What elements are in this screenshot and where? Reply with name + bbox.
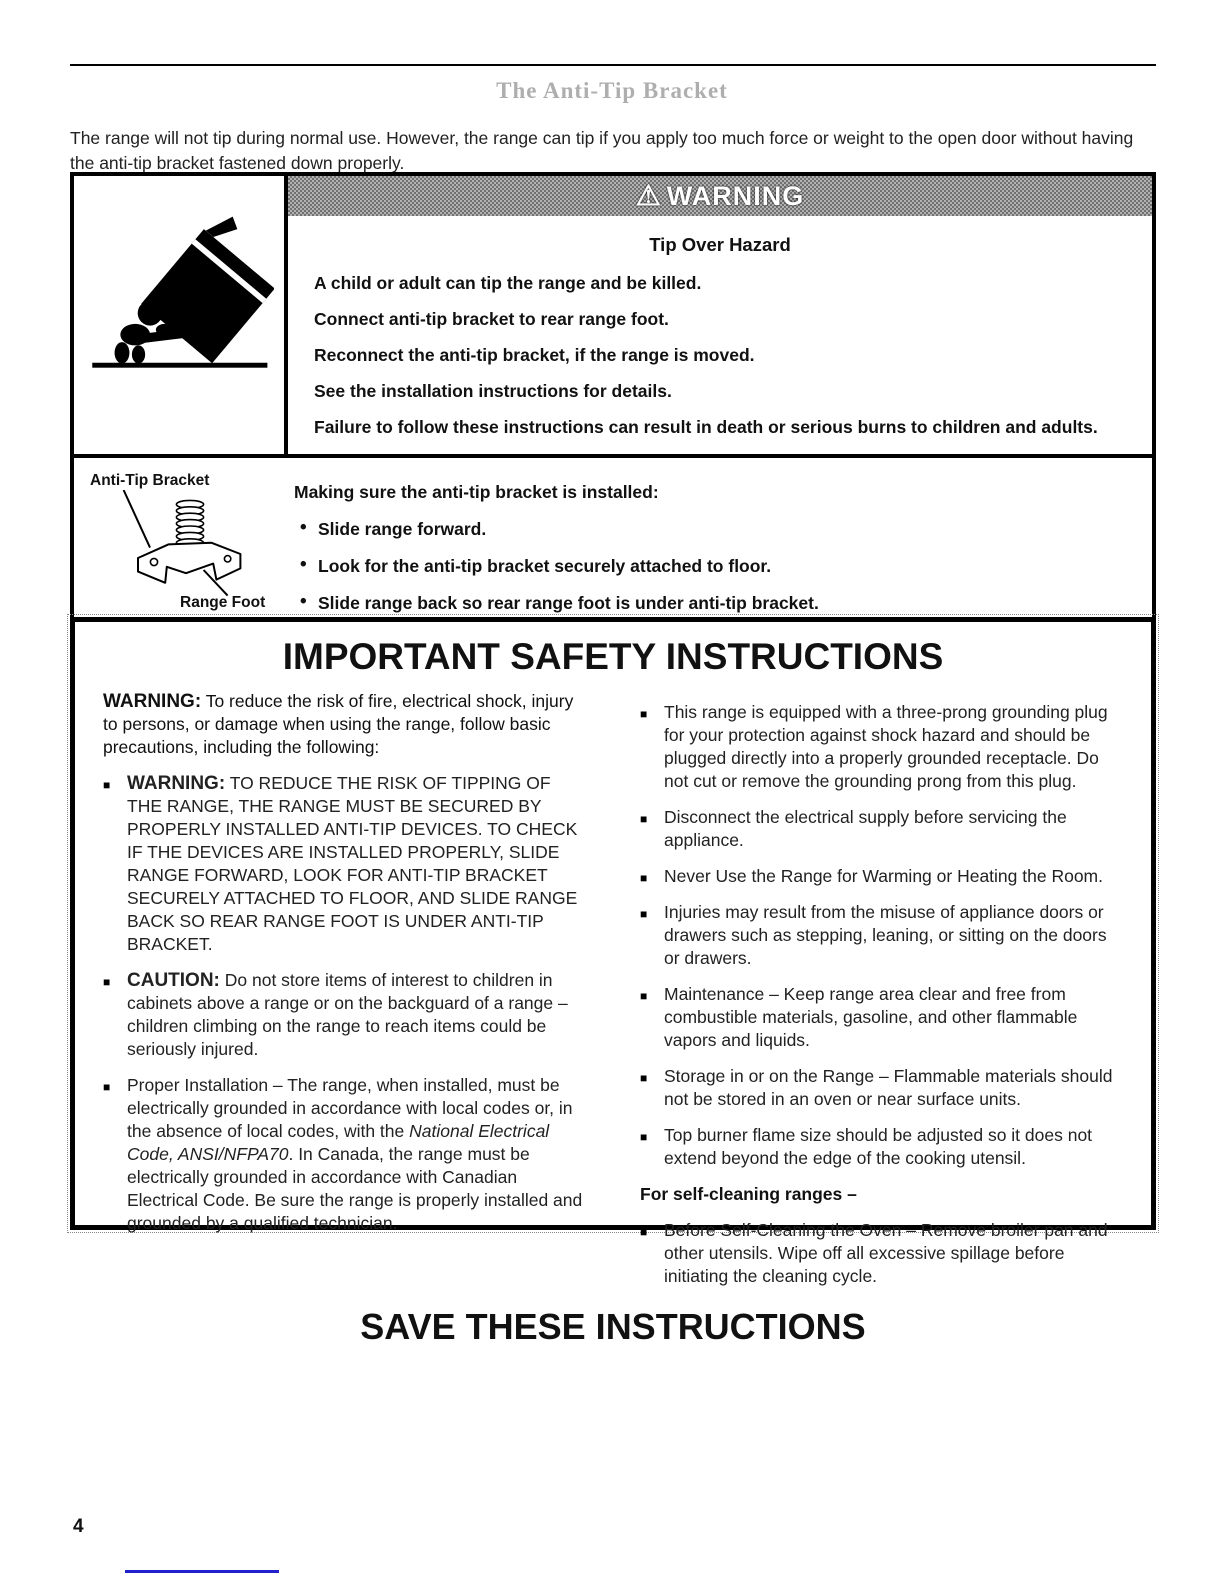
safety-intro-text: To reduce the risk of fire, electrical shock, injury to persons, or damage when using the range, follow basic precautions, including the following: [103, 691, 574, 757]
warning-box [70, 172, 1156, 630]
hazard-title: Tip Over Hazard [649, 234, 791, 255]
safety-instructions-box [70, 617, 1156, 1347]
anti-tip-bracket-diagram [106, 490, 266, 598]
page-title: The Anti-Tip Bracket [496, 78, 728, 103]
warning-box-top-row [74, 176, 1152, 458]
warning-box-content [288, 176, 1152, 454]
diagram-label-range-foot: Range Foot [180, 594, 266, 611]
bullet-lead: WARNING: [127, 773, 226, 794]
warning-statement: Reconnect the anti-tip bracket, if the range is moved. [314, 345, 755, 365]
save-instructions-title: SAVE THESE INSTRUCTIONS [360, 1306, 866, 1347]
safety-bullet-caution [101, 969, 588, 1061]
safety-bullet-proper-installation [101, 1074, 588, 1235]
safety-right-column [638, 688, 1125, 1288]
bracket-diagram-cell [74, 458, 290, 626]
self-cleaning-subheading: For self-cleaning ranges – [640, 1184, 857, 1204]
safety-intro [103, 690, 588, 759]
safety-bullet-flame-size: ■ Top burner flame size should be adjusted so it does not extend beyond the edge of the cooking utensil. [638, 1124, 1125, 1170]
safety-left-column [101, 688, 588, 1288]
safety-right-list [638, 701, 1125, 1170]
check-list-item: • Slide range back so rear range foot is under anti-tip bracket. [294, 592, 1128, 614]
footer-accent-line [125, 1570, 279, 1573]
warning-statement: Connect anti-tip bracket to rear range foot. [314, 309, 669, 329]
warning-statement: See the installation instructions for details. [314, 381, 672, 401]
safety-bullet-injuries: ■ Injuries may result from the misuse of appliance doors or drawers such as stepping, leaning, or sitting on the doors or drawers. [638, 901, 1125, 970]
safety-bullet-before-self-cleaning: ■ Before Self-Cleaning the Oven – Remove broiler pan and other utensils. Wipe off all excessive spillage before initiating the cleaning cycle. [638, 1219, 1125, 1288]
bullet-text: TO REDUCE THE RISK OF TIPPING OF THE RANGE, THE RANGE MUST BE SECURED BY PROPERLY INSTALLED ANTI-TIP DEVICES. TO CHECK IF THE DEVICES ARE INSTALLED PROPERLY, SLIDE RANGE FORWARD, LOOK FOR ANTI-TIP BRACKET SECURELY ATTACHED TO FLOOR, AND SLIDE RANGE BACK SO REAR RANGE FOOT IS UNDER ANTI-TIP BRACKET. [127, 773, 578, 954]
safety-left-list [101, 772, 588, 1235]
header-rule [70, 64, 1156, 66]
warning-statement: A child or adult can tip the range and be killed. [314, 273, 702, 293]
bullet-text: Proper Installation – The range, when installed, must be electrically grounded in accordance with local codes or, in the absence of local codes, with the [127, 1075, 573, 1141]
bullet-lead: CAUTION: [127, 970, 220, 991]
safety-bullet-maintenance: ■ Maintenance – Keep range area clear and free from combustible materials, gasoline, and other flammable vapors and liquids. [638, 983, 1125, 1052]
warning-statement: Failure to follow these instructions can result in death or serious burns to children and adults. [314, 417, 1098, 437]
safety-columns [75, 688, 1151, 1288]
self-cleaning-list [638, 1219, 1125, 1288]
safety-bullet-disconnect: ■ Disconnect the electrical supply before servicing the appliance. [638, 806, 1125, 852]
safety-bullet-never-warm: ■ Never Use the Range for Warming or Heating the Room. [638, 865, 1125, 888]
check-list-item: • Look for the anti-tip bracket securely attached to floor. [294, 555, 1128, 577]
tip-over-hazard-icon [84, 210, 274, 380]
bullet-text-italic: National Electrical Code, ANSI/NFPA70 [127, 1121, 550, 1164]
safety-bullet-grounding-plug: ■ This range is equipped with a three-prong grounding plug for your protection against shock hazard and should be plugged directly into a properly grounded receptacle. Do not cut or remove the grounding prong from this plug. [638, 701, 1125, 793]
safety-bullet-warning [101, 772, 588, 956]
anti-tip-check-row [74, 458, 1152, 626]
safety-intro-lead: WARNING: [103, 691, 202, 712]
safety-box-title: IMPORTANT SAFETY INSTRUCTIONS [282, 636, 944, 677]
check-list-item: • Slide range forward. [294, 518, 1128, 540]
warning-banner-label: WARNING [666, 180, 805, 211]
diagram-label-anti-tip-bracket: Anti-Tip Bracket [90, 472, 210, 489]
intro-paragraph: The range will not tip during normal use. However, the range can tip if you apply too much force or weight to the open door without having the anti-tip bracket fastened down properly. [70, 127, 1134, 173]
bullet-text: . In Canada, the range must be electrically grounded in accordance with Canadian Electrical Code. Be sure the range is properly installed and grounded by a qualified technician. [127, 1144, 583, 1233]
warning-statements [288, 256, 1152, 454]
tip-over-icon-cell [74, 176, 288, 454]
bullet-text: Do not store items of interest to children in cabinets above a range or on the backguard of a range – children climbing on the range to reach items could be seriously injured. [127, 970, 568, 1059]
anti-tip-check-list [294, 518, 1128, 614]
warning-triangle-icon: ⚠ [635, 180, 661, 211]
page-number: 4 [73, 1516, 84, 1537]
safety-bullet-storage: ■ Storage in or on the Range – Flammable materials should not be stored in an oven or near surface units. [638, 1065, 1125, 1111]
anti-tip-check-content [290, 458, 1152, 626]
warning-banner [288, 176, 1152, 216]
anti-tip-check-heading: Making sure the anti-tip bracket is installed: [294, 482, 659, 502]
